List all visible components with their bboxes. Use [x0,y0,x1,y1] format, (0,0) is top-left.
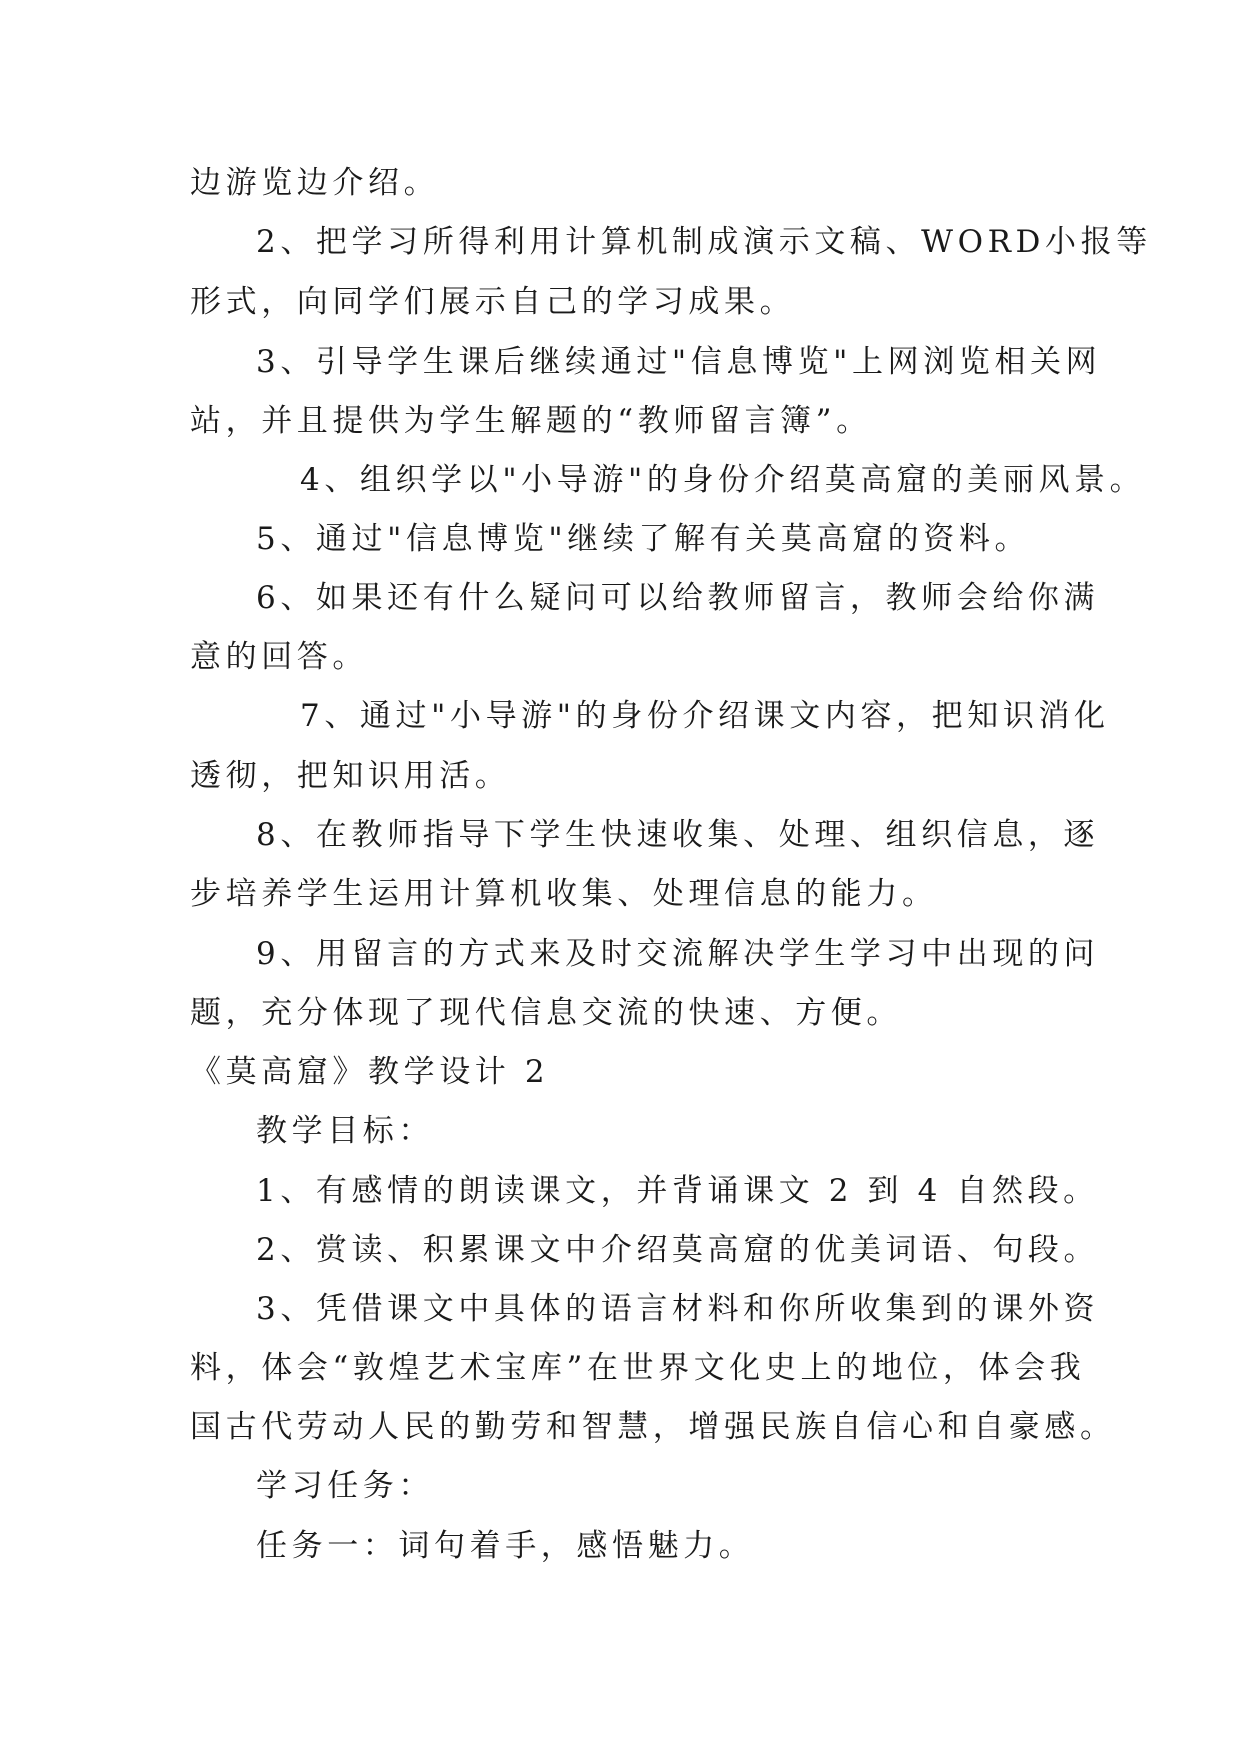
text-line: 形式，向同学们展示自己的学习成果。 [190,284,796,320]
text-line: 8、在教师指导下学生快速收集、处理、组织信息，逐 [256,817,1100,853]
text-line: 9、用留言的方式来及时交流解决学生学习中出现的问 [256,936,1100,972]
text-line: 6、如果还有什么疑问可以给教师留言，教师会给你满 [256,580,1100,616]
text-line: 2、赏读、积累课文中介绍莫高窟的优美词语、句段。 [256,1232,1100,1268]
text-line: 步培养学生运用计算机收集、处理信息的能力。 [190,876,938,912]
section-heading: 《莫高窟》教学设计 2 [190,1054,550,1090]
text-line: 题，充分体现了现代信息交流的快速、方便。 [190,995,902,1031]
text-line: 国古代劳动人民的勤劳和智慧，增强民族自信心和自豪感。 [190,1409,1116,1445]
text-line: 边游览边介绍。 [190,165,440,201]
text-line: 学习任务： [256,1468,434,1504]
text-line: 料，体会“敦煌艺术宝库”在世界文化史上的地位，体会我 [190,1350,1086,1386]
text-line: 1、有感情的朗读课文，并背诵课文 2 到 4 自然段。 [256,1173,1099,1209]
text-line: 教学目标： [256,1113,434,1149]
text-line: 3、引导学生课后继续通过"信息博览"上网浏览相关网 [256,344,1102,380]
text-line: 站，并且提供为学生解题的“教师留言簿”。 [190,403,872,439]
text-line: 7、通过"小导游"的身份介绍课文内容，把知识消化 [300,698,1110,734]
text-line: 意的回答。 [190,639,368,675]
text-line: 透彻，把知识用活。 [190,758,511,794]
text-line: 2、把学习所得利用计算机制成演示文稿、WORD小报等 [256,224,1152,260]
text-line: 5、通过"信息博览"继续了解有关莫高窟的资料。 [256,521,1031,557]
text-line: 4、组织学以"小导游"的身份介绍莫高窟的美丽风景。 [300,462,1146,498]
text-line: 3、凭借课文中具体的语言材料和你所收集到的课外资 [256,1291,1100,1327]
text-line: 任务一：词句着手，感悟魅力。 [256,1528,755,1564]
